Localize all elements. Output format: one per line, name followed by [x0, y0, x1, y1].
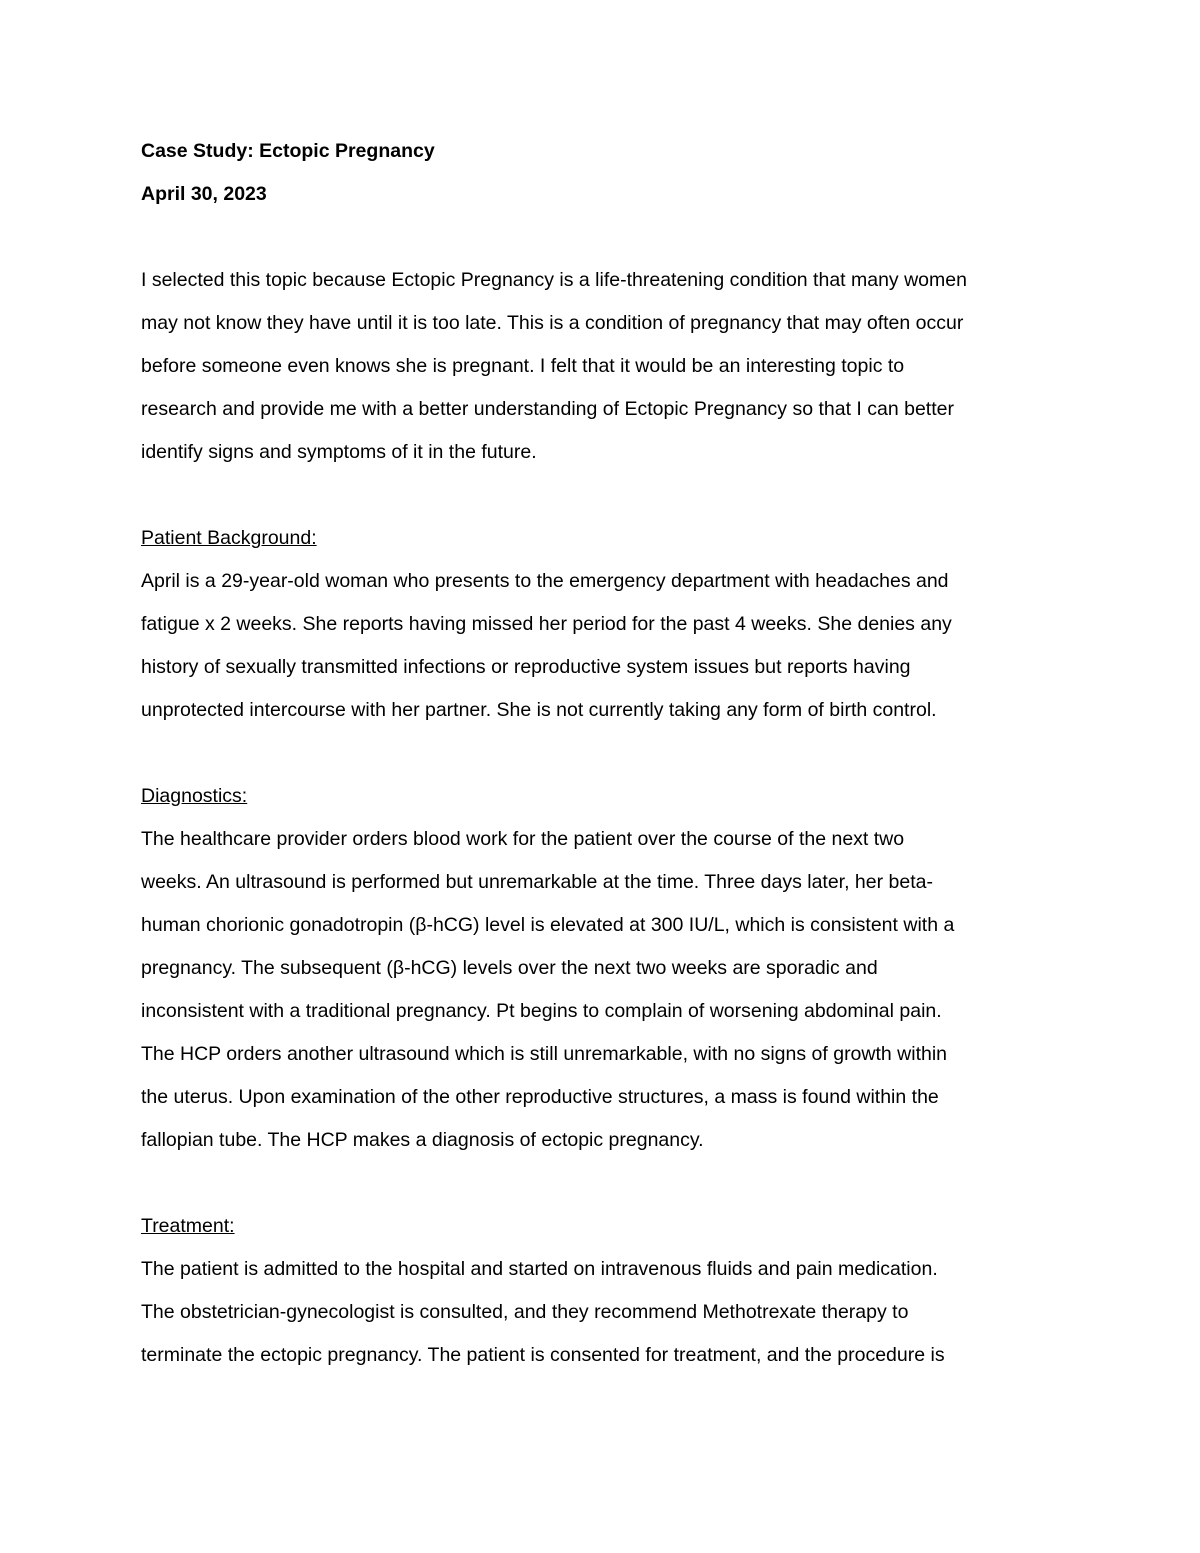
patient-background-paragraph — [141, 560, 1071, 732]
spacer — [141, 1162, 1071, 1205]
section-heading-patient-background: Patient Background: — [141, 527, 317, 549]
paragraph-line: pregnancy. The subsequent (β-hCG) levels over the next two weeks are sporadic and — [141, 957, 878, 979]
paragraph-line: weeks. An ultrasound is performed but unremarkable at the time. Three days later, her beta- — [141, 871, 933, 893]
paragraph-line: The HCP orders another ultrasound which is still unremarkable, with no signs of growth within — [141, 1043, 948, 1065]
intro-line: identify signs and symptoms of it in the future. — [141, 441, 537, 463]
intro-paragraph — [141, 259, 1071, 474]
paragraph-line: fallopian tube. The HCP makes a diagnosis of ectopic pregnancy. — [141, 1129, 704, 1151]
treatment-paragraph — [141, 1248, 1071, 1377]
paragraph-line: fatigue x 2 weeks. She reports having missed her period for the past 4 weeks. She denies any — [141, 613, 952, 635]
paragraph-line: The obstetrician-gynecologist is consulted, and they recommend Methotrexate therapy to — [141, 1301, 909, 1323]
paragraph-line: The patient is admitted to the hospital and started on intravenous fluids and pain medication. — [141, 1258, 938, 1280]
document-page — [141, 130, 1071, 1377]
paragraph-line: human chorionic gonadotropin (β-hCG) level is elevated at 300 IU/L, which is consistent with a — [141, 914, 955, 936]
spacer — [141, 732, 1071, 775]
paragraph-line: April is a 29-year-old woman who presents to the emergency department with headaches and — [141, 570, 949, 592]
diagnostics-paragraph — [141, 818, 1071, 1162]
paragraph-line: terminate the ectopic pregnancy. The patient is consented for treatment, and the procedure is — [141, 1344, 945, 1366]
intro-line: may not know they have until it is too late. This is a condition of pregnancy that may often occur — [141, 312, 964, 334]
spacer — [141, 216, 1071, 259]
spacer — [141, 474, 1071, 517]
paragraph-line: inconsistent with a traditional pregnancy. Pt begins to complain of worsening abdominal pain. — [141, 1000, 942, 1022]
paragraph-line: The healthcare provider orders blood work for the patient over the course of the next two — [141, 828, 905, 850]
paragraph-line: the uterus. Upon examination of the other reproductive structures, a mass is found within the — [141, 1086, 939, 1108]
paragraph-line: history of sexually transmitted infections or reproductive system issues but reports having — [141, 656, 911, 678]
intro-line: before someone even knows she is pregnant. I felt that it would be an interesting topic to — [141, 355, 905, 377]
intro-line: I selected this topic because Ectopic Pregnancy is a life-threatening condition that many women — [141, 269, 967, 291]
document-date: April 30, 2023 — [141, 183, 267, 205]
section-heading-diagnostics: Diagnostics: — [141, 785, 248, 807]
document-title: Case Study: Ectopic Pregnancy — [141, 140, 435, 162]
section-heading-treatment: Treatment: — [141, 1215, 235, 1237]
intro-line: research and provide me with a better understanding of Ectopic Pregnancy so that I can better — [141, 398, 954, 420]
paragraph-line: unprotected intercourse with her partner. She is not currently taking any form of birth control. — [141, 699, 937, 721]
